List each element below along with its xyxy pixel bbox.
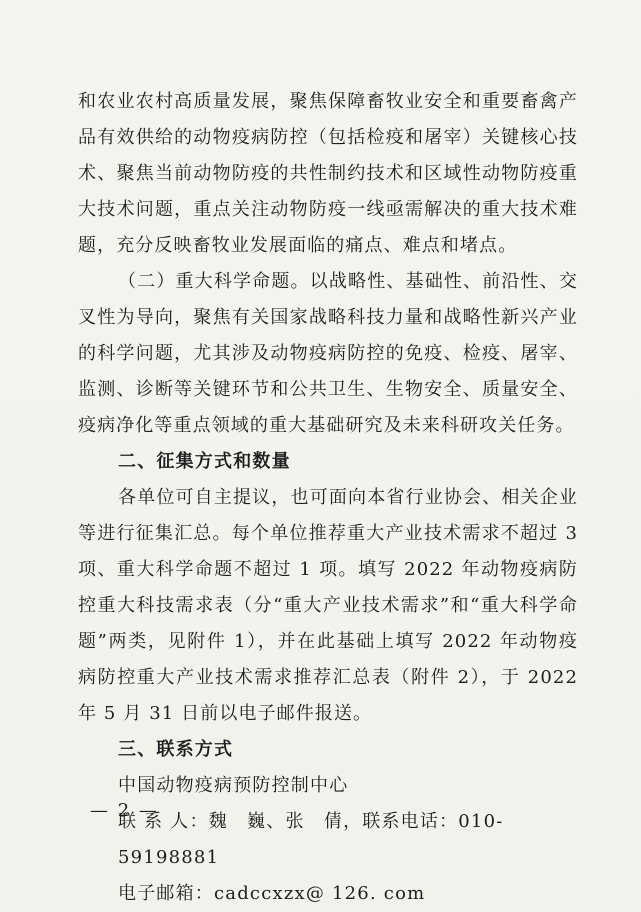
page-number: — 2 — xyxy=(90,800,159,821)
section-heading-collection: 二、征集方式和数量 xyxy=(118,451,291,472)
phone-label: ，联系电话： xyxy=(343,811,459,832)
contact-organization: 中国动物疫病预防控制中心 xyxy=(118,775,349,796)
document-body xyxy=(78,84,578,912)
contact-people: 魏 巍、张 倩 xyxy=(208,811,344,832)
phone-number: 010-59198881 xyxy=(118,811,504,868)
contact-email-line xyxy=(78,876,578,912)
section-heading-contact: 三、联系方式 xyxy=(118,739,234,760)
paragraph-collection-method: 各单位可自主提议，也可面向本省行业协会、相关企业等进行征集汇总。每个单位推荐重大产业技术需求不超过 3 项、重大科学命题不超过 1 项。填写 2022 年动物疫病防控重大科技需求表（分“重大产业技术需求”和“重大科学命题”两类，见附件 1），并在此基础上填写 2022 年动物疫病防控重大产业技术需求推荐汇总表（附件 2），于 2022 年 5 月 31 日前以电子邮件报送。 xyxy=(78,487,578,724)
contact-label: 联 系 人： xyxy=(118,811,209,832)
paragraph-major-science-topics: （二）重大科学命题。以战略性、基础性、前沿性、交叉性为导向，聚焦有关国家战略科技力量和战略性新兴产业的科学问题，尤其涉及动物疫病防控的免疫、检疫、屠宰、监测、诊断等关键环节和公共卫生、生物安全、质量安全、疫病净化等重点领域的重大基础研究及未来科研攻关任务。 xyxy=(78,271,578,436)
email-address: cadccxzx@ 126. com xyxy=(214,883,426,904)
email-label: 电子邮箱： xyxy=(118,883,214,904)
paragraph-continued: 和农业农村高质量发展，聚焦保障畜牧业安全和重要畜禽产品有效供给的动物疫病防控（包括检疫和屠宰）关键核心技术、聚焦当前动物防疫的共性制约技术和区域性动物防疫重大技术问题，重点关注动物防疫一线亟需解决的重大技术难题，充分反映畜牧业发展面临的痛点、难点和堵点。 xyxy=(78,91,578,256)
